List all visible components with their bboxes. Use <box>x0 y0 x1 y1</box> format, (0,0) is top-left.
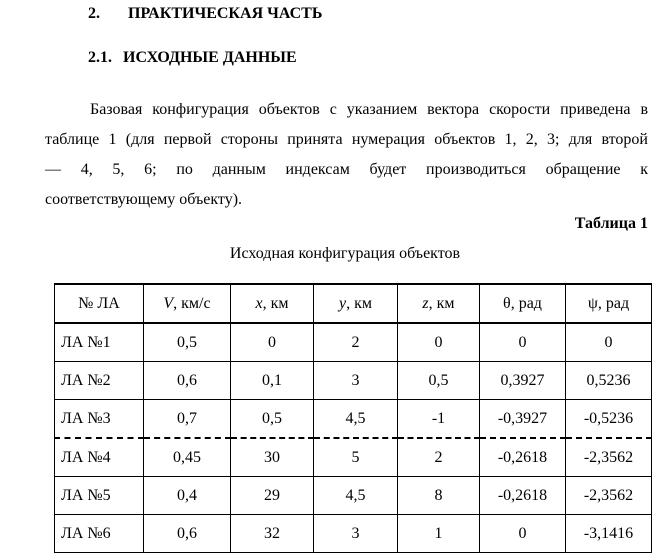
table-cell: -2,3562 <box>566 438 652 477</box>
table-cell: 4,5 <box>314 477 398 515</box>
table-cell: -3,1416 <box>566 515 652 553</box>
column-header: x, км <box>231 284 314 323</box>
subsection-heading <box>88 49 297 67</box>
table-caption: Исходная конфигурация объектов <box>229 245 461 262</box>
table-cell: 0,6 <box>144 515 231 553</box>
table-cell: 0 <box>566 323 652 362</box>
table-cell: 5 <box>314 438 398 477</box>
table-cell: 0,4 <box>144 477 231 515</box>
table-cell: 3 <box>314 362 398 400</box>
table-label: Таблица 1 <box>574 215 648 232</box>
table-cell: 0 <box>480 323 566 362</box>
table-cell: -0,2618 <box>480 438 566 477</box>
column-header: № ЛА <box>55 284 144 323</box>
table-cell: 29 <box>231 477 314 515</box>
table-cell: 2 <box>398 438 480 477</box>
table-cell: 0,5 <box>398 362 480 400</box>
column-header: ψ, рад <box>566 284 652 323</box>
paragraph-line: — 4, 5, 6; по данным индексам будет производиться обращение к <box>45 161 648 178</box>
table-cell: ЛА №4 <box>55 438 144 477</box>
table-cell: 0 <box>398 323 480 362</box>
column-header: y, км <box>314 284 398 323</box>
table-row <box>55 515 652 553</box>
table-cell: -0,5236 <box>566 400 652 439</box>
table-row <box>55 477 652 515</box>
table-cell: 0,45 <box>144 438 231 477</box>
table-cell: 8 <box>398 477 480 515</box>
table-cell: 32 <box>231 515 314 553</box>
table-cell: 3 <box>314 515 398 553</box>
table-cell: ЛА №3 <box>55 400 144 439</box>
subsection-number: 2.1. <box>88 49 112 66</box>
table-cell: 0,7 <box>144 400 231 439</box>
section-number: 2. <box>88 5 100 22</box>
table-row <box>55 438 652 477</box>
table-cell: -0,3927 <box>480 400 566 439</box>
table-cell: -1 <box>398 400 480 439</box>
subsection-title: ИСХОДНЫЕ ДАННЫЕ <box>123 49 297 66</box>
table-header-row <box>55 284 652 323</box>
paragraph-line: Базовая конфигурация объектов с указанием вектора скорости приведена в <box>90 101 648 118</box>
table-cell: 0,5 <box>231 400 314 439</box>
column-header: z, км <box>398 284 480 323</box>
table-cell: 0,5236 <box>566 362 652 400</box>
table-row <box>55 362 652 400</box>
configuration-table <box>54 283 652 553</box>
section-heading <box>88 5 322 23</box>
table-cell: 0,1 <box>231 362 314 400</box>
column-header: θ, рад <box>480 284 566 323</box>
paragraph-line: таблице 1 (для первой стороны принята нумерация объектов 1, 2, 3; для второй <box>45 131 648 148</box>
table-row <box>55 400 652 439</box>
table-cell: 0,6 <box>144 362 231 400</box>
table-cell: ЛА №5 <box>55 477 144 515</box>
section-title: ПРАКТИЧЕСКАЯ ЧАСТЬ <box>128 5 323 22</box>
table-cell: ЛА №1 <box>55 323 144 362</box>
table-cell: 2 <box>314 323 398 362</box>
column-header: V, км/с <box>144 284 231 323</box>
table-cell: ЛА №2 <box>55 362 144 400</box>
table-cell: 0,5 <box>144 323 231 362</box>
body-paragraph <box>45 95 648 215</box>
table-cell: ЛА №6 <box>55 515 144 553</box>
paragraph-line: соответствующему объекту). <box>45 191 243 208</box>
table-cell: 0 <box>231 323 314 362</box>
table-cell: 30 <box>231 438 314 477</box>
table-cell: 4,5 <box>314 400 398 439</box>
table-cell: 0,3927 <box>480 362 566 400</box>
table-cell: -2,3562 <box>566 477 652 515</box>
table-row <box>55 323 652 362</box>
table-cell: 0 <box>480 515 566 553</box>
table-cell: 1 <box>398 515 480 553</box>
table-cell: -0,2618 <box>480 477 566 515</box>
